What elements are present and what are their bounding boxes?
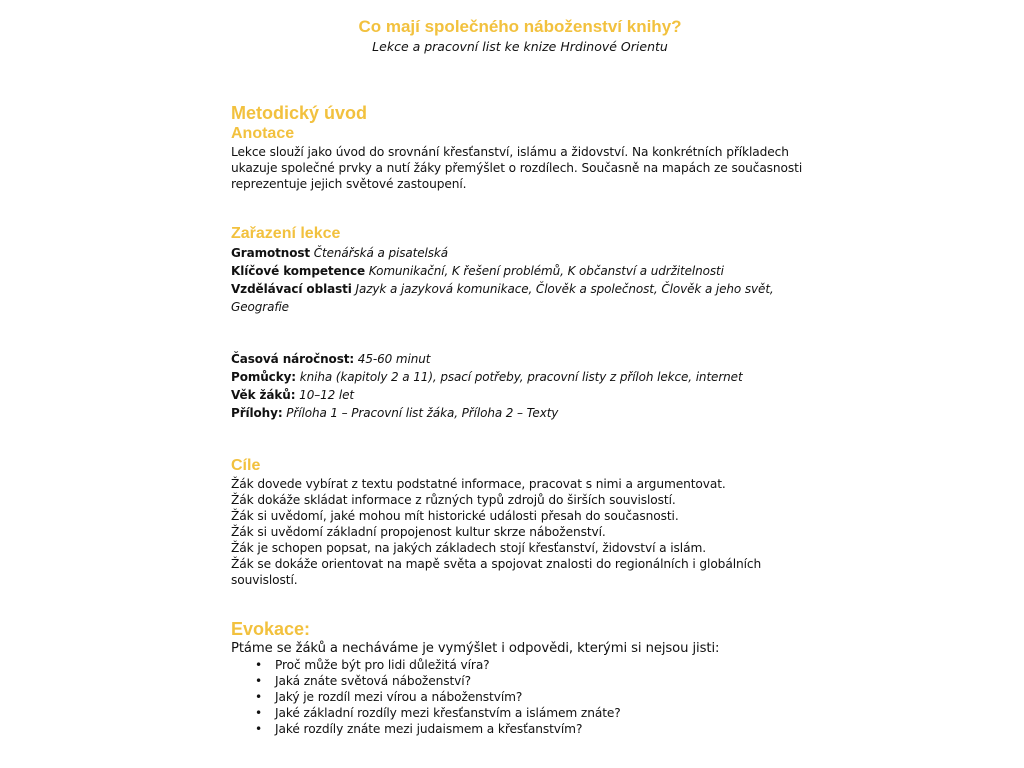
section-evokace xyxy=(231,618,811,737)
heading-zarazeni-lekce: Zařazení lekce xyxy=(231,225,341,242)
question-text: Jaké rozdíly znáte mezi judaismem a křesťanstvím? xyxy=(275,722,583,736)
bullet-icon: • xyxy=(255,658,263,672)
zarazeni-klicove-kompetence xyxy=(231,262,811,280)
question-text: Jaký je rozdíl mezi vírou a náboženstvím? xyxy=(275,690,523,704)
goal-item: Žák dokáže skládat informace z různých typů zdrojů do širších souvislostí. xyxy=(231,493,676,507)
value: Příloha 1 – Pracovní list žáka, Příloha 2 – Texty xyxy=(286,406,559,420)
question-item xyxy=(253,673,811,689)
question-text: Jaké základní rozdíly mezi křesťanstvím a islámem znáte? xyxy=(275,706,621,720)
goal-item: Žák je schopen popsat, na jakých základech stojí křesťanství, židovství a islám. xyxy=(231,541,707,555)
anotace-line: ukazuje společné prvky a nutí žáky přemýšlet o rozdílech. Současně na mapách ze současnosti xyxy=(231,161,803,175)
label: Pomůcky: xyxy=(231,370,297,384)
bullet-icon: • xyxy=(255,690,263,704)
zarazeni-gramotnost xyxy=(231,244,811,262)
label: Vzdělávací oblasti xyxy=(231,282,352,296)
detail-casova-narocnost xyxy=(231,350,811,368)
document-subtitle: Lekce a pracovní list ke knize Hrdinové Orientu xyxy=(372,39,668,54)
goal-item: souvislostí. xyxy=(231,573,298,587)
question-text: Proč může být pro lidi důležitá víra? xyxy=(275,658,490,672)
value: Komunikační, K řešení problémů, K občanství a udržitelnosti xyxy=(368,264,724,278)
label: Přílohy: xyxy=(231,406,283,420)
question-item xyxy=(253,721,811,737)
detail-prilohy xyxy=(231,404,811,422)
goal-item: Žák se dokáže orientovat na mapě světa a spojovat znalosti do regionálních i globálních xyxy=(231,557,762,571)
value: Čtenářská a pisatelská xyxy=(313,246,448,260)
goal-item: Žák dovede vybírat z textu podstatné informace, pracovat s nimi a argumentovat. xyxy=(231,477,726,491)
document-title: Co mají společného náboženství knihy? xyxy=(358,17,682,36)
value: Jazyk a jazyková komunikace, Člověk a společnost, Člověk a jeho svět, xyxy=(355,282,774,296)
zarazeni-vzdelavaci-oblasti xyxy=(231,280,811,298)
anotace-line: reprezentuje jejich světové zastoupení. xyxy=(231,177,467,191)
document-body xyxy=(231,102,811,737)
section-metodicky-uvod xyxy=(231,102,811,192)
question-item xyxy=(253,705,811,721)
heading-evokace: Evokace: xyxy=(231,619,311,639)
goal-item: Žák si uvědomí základní propojenost kultur skrze náboženství. xyxy=(231,525,606,539)
value: 45-60 minut xyxy=(357,352,431,366)
goal-item: Žák si uvědomí, jaké mohou mít historické události přesah do současnosti. xyxy=(231,509,679,523)
section-details xyxy=(231,350,811,422)
label: Časová náročnost: xyxy=(231,352,355,366)
label: Gramotnost xyxy=(231,246,311,260)
heading-metodicky-uvod: Metodický úvod xyxy=(231,103,368,123)
section-cile xyxy=(231,456,811,588)
zarazeni-vzdelavaci-oblasti-cont xyxy=(231,298,811,316)
document-header xyxy=(0,16,1024,56)
detail-pomucky xyxy=(231,368,811,386)
label: Věk žáků: xyxy=(231,388,296,402)
label: Klíčové kompetence xyxy=(231,264,366,278)
question-item xyxy=(253,689,811,705)
heading-cile: Cíle xyxy=(231,457,261,474)
value: 10–12 let xyxy=(299,388,355,402)
section-zarazeni-lekce xyxy=(231,224,811,316)
bullet-icon: • xyxy=(255,674,263,688)
question-item xyxy=(253,657,811,673)
evokace-intro: Ptáme se žáků a necháváme je vymýšlet i odpovědi, kterými si nejsou jisti: xyxy=(231,641,720,656)
bullet-icon: • xyxy=(255,722,263,736)
value: kniha (kapitoly 2 a 11), psací potřeby, pracovní listy z příloh lekce, internet xyxy=(299,370,743,384)
heading-anotace: Anotace xyxy=(231,125,295,142)
anotace-line: Lekce slouží jako úvod do srovnání křesťanství, islámu a židovství. Na konkrétních příkladech xyxy=(231,145,789,159)
question-text: Jaká znáte světová náboženství? xyxy=(275,674,471,688)
evokace-questions xyxy=(231,657,811,737)
value: Geografie xyxy=(231,300,289,314)
bullet-icon: • xyxy=(255,706,263,720)
detail-vek-zaku xyxy=(231,386,811,404)
